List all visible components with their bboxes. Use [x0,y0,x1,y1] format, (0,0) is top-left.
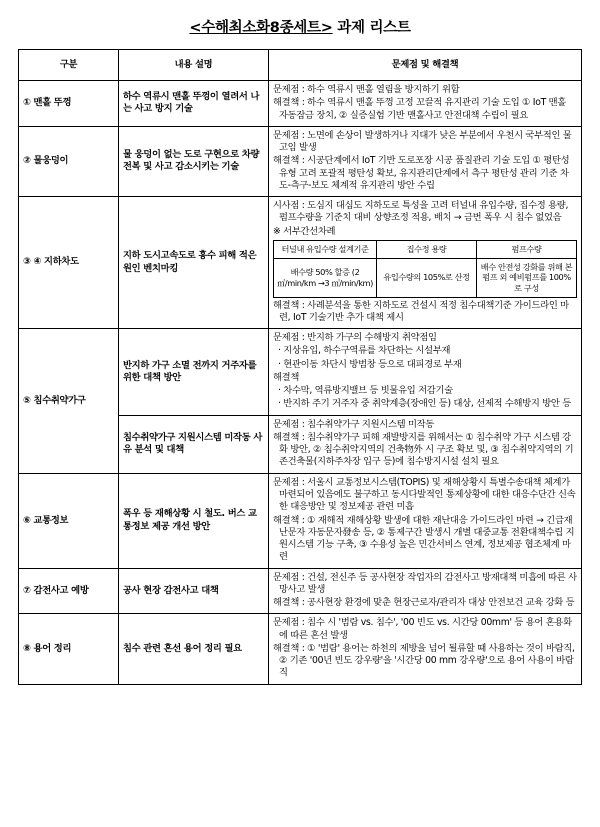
column-header-category: 구분 [19,50,119,81]
detail-line: 문제점 : 침수 시 '범람 vs. 침수', '00 빈도 vs. 시간당 00mm' 등 용어 혼용화에 따른 혼선 발생 [273,617,572,641]
detail-line: 해결책 : 하수 역류시 맨홀 뚜껑 고정 꼬끌적 유지관리 기술 도입 ① IoT 맨홀 자동잠금 장치, ② 실증실험 기반 맨홀사고 안전대책 수립이 필요 [273,97,566,121]
row-details [269,81,582,127]
subtable-header-row [274,240,577,258]
benchmark-subtable [273,240,577,298]
detail-line: 해결책 [273,371,300,383]
subtable-header-inflow: 터널내 유입수량 설계기준 [274,240,377,258]
detail-line: 문제점 : 침수취약가구 지원시스템 미작동 [273,418,435,430]
subtable-value-sump: 유입수량의 105%로 산정 [377,258,477,297]
table-row [19,568,582,614]
subtable-value-inflow: 배수량 50% 할증 (2㎥/min/km →3 ㎥/min/km) [274,258,377,297]
detail-line: 해결책 : 침수취약가구 피해 재발방지를 위해서는 ① 침수취약 가구 시스템 강화 방안, ② 침수취약지역의 건축物外 시 구조 확보 및, ③ 침수취약지역의 기존건축물(지하주차장 입구 등)에 침수방지시설 설치 필요 [273,431,574,468]
subtable-value-pump: 배수 안전성 강화를 위해 본펌프 외 예비펌프를 100%로 구성 [477,258,577,297]
row-category: ⑧ 용어 정리 [19,614,119,684]
table-row [19,126,582,196]
detail-line: · 지상유입, 하수구역류를 차단하는 시설부재 [278,345,451,357]
row-category: ③ ④ 지하차도 [19,197,119,329]
detail-line: 해결책 : 시공단계에서 IoT 기반 도로포장 시공 품질관리 기술 도입 ① 평탄성유형 고려 포괄적 평탄성 확보, 유지관리단계에서 측구 평탄성 관리 기준 차도-측구-보도 체계적 유지관리 방안 수립 [273,155,570,191]
detail-note: ※ 서부간선차례 [273,225,336,237]
row-category: ⑤ 침수취약가구 [19,329,119,474]
table-row [19,81,582,127]
row-description: 폭우 등 재해상황 시 철도. 버스 교통정보 제공 개선 방안 [119,473,269,568]
detail-line: · 차수막, 역류방지밸브 등 빗물유입 저감기술 [278,385,453,397]
row-description: 침수 관련 혼선 용어 정리 필요 [119,614,269,684]
row-details [269,568,582,614]
detail-line: · 반지하 주기 거주자 중 취약계층(장애인 등) 대상, 선제적 수해방지 방안 등 [278,398,571,410]
row-category: ① 맨홀 뚜껑 [19,81,119,127]
table-header-row [19,50,582,81]
detail-line: 해결책 : 공사현장 환경에 맞춘 현장근로자/관리자 대상 안전보건 교육 강화 등 [273,597,575,609]
row-details [269,197,582,329]
page-title-rest: 과제 리스트 [332,20,411,36]
row-category: ⑦ 감전사고 예방 [19,568,119,614]
row-description: 물 웅덩이 없는 도로 구현으로 차량 전복 및 사고 감소시키는 기술 [119,126,269,196]
detail-line: 문제점 : 반지하 가구의 수해방지 취약점임 [273,332,437,344]
row-description: 반지하 가구 소멸 전까지 거주자를 위한 대책 방안 [119,329,269,416]
detail-line: 문제점 : 하수 역류시 맨홀 열림을 방지하기 위함 [273,84,460,95]
detail-line: 문제점 : 건설, 전신주 등 공사현장 작업자의 감전사고 방재대책 미흡에 따른 사망사고 발생 [273,571,577,595]
row-category: ② 물웅덩이 [19,126,119,196]
row-details [269,415,582,473]
table-row [19,473,582,568]
row-category: ⑥ 교통정보 [19,473,119,568]
table-body [19,81,582,685]
row-details [269,614,582,684]
table-row [19,197,582,329]
subtable-value-row [274,258,577,297]
detail-line: 해결책 : ① '범람' 용어는 하천의 제방을 넘어 될류할 때 사용하는 것이 바람직, ② 기존 '00년 빈도 강우량'을 '시간당 00 mm 강우량'으로 용어 사용이 바람직 [273,642,575,679]
row-description: 하수 역류시 맨홀 뚜껑이 열려서 나는 사고 방지 기술 [119,81,269,127]
row-description: 침수취약가구 지원시스템 미작동 사유 분석 및 대책 [119,415,269,473]
row-details [269,126,582,196]
table-row [19,614,582,684]
task-table [18,49,582,685]
column-header-issues: 문제점 및 해결책 [269,50,582,81]
detail-line: 해결책 : ① 재해적 재해상황 발생에 대한 재난대응 가이드라인 마련 → 긴급재난문자 자동문자發송 등, ② 통제구간 발생시 개별 대중교통 전환대책수립 지원시스템 기능 구축, ③ 수용성 높은 민간서비스 연계, 정보제공 협조체계 마련 [273,514,575,563]
column-header-description: 내용 설명 [119,50,269,81]
subtable-header-pump: 펌프수량 [477,240,577,258]
page-title [18,0,582,49]
detail-line: · 현관이동 차단시 방범창 등으로 대피경로 부재 [278,358,462,370]
detail-line: 시사점 : 도심지 대심도 지하도로 특성을 고려 터널내 유입수량, 집수정 용량, 펌프수량을 기준치 대비 상향조정 적용, 배치 → 금번 폭우 시 침수 없었음 [273,200,569,224]
detail-line: 문제점 : 노면에 손상이 발생하거나 지대가 낮은 부분에서 우천시 국부적인 물고임 발생 [273,129,572,154]
table-row [19,329,582,416]
detail-line: 해결책 : 사례분석을 통한 지하도로 건설시 적정 침수대책기준 가이드라인 마련, IoT 기술기반 추가 대책 제시 [273,299,569,323]
row-description: 공사 현장 감전사고 대책 [119,568,269,614]
row-details [269,473,582,568]
subtable-header-sump: 집수정 용량 [377,240,477,258]
row-description: 지하 도시고속도로 홍수 피해 적은 원인 벤치마킹 [119,197,269,329]
page-title-underlined: <수해최소화8종세트> [189,20,333,36]
detail-line: 문제점 : 서울시 교통정보시스템(TOPIS) 및 재해상황시 특별수송대책 체계가 마련되어 있음에도 불구하고 동시다발적인 통제상황에 대한 대응수단간 신속한 대응방안 및 정보제공 관련 미흡 [273,476,576,513]
row-details [269,329,582,416]
table-header [19,50,582,81]
